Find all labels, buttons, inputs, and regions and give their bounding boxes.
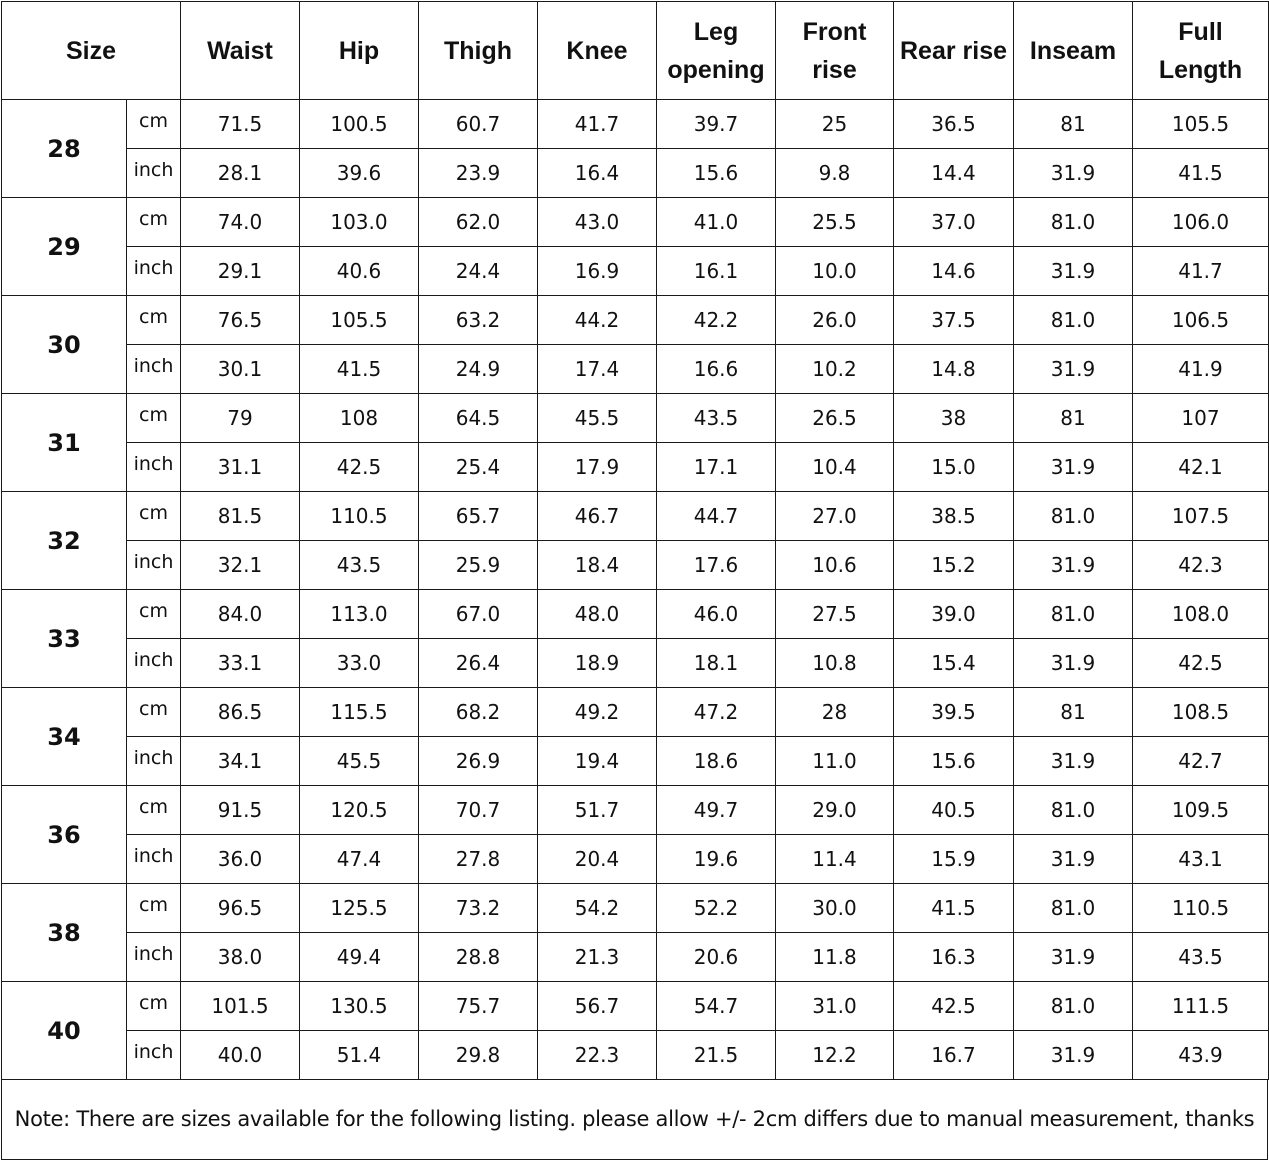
measurement-cell: 20.6 (657, 933, 776, 982)
measurement-cell: 42.3 (1133, 541, 1269, 590)
measurement-cell: 64.5 (419, 394, 538, 443)
measurement-cell: 10.8 (776, 639, 894, 688)
measurement-cell: 28 (776, 688, 894, 737)
unit-label-inch: inch (127, 149, 181, 198)
measurement-cell: 41.5 (300, 345, 419, 394)
measurement-cell: 81.0 (1014, 884, 1133, 933)
measurement-cell: 19.6 (657, 835, 776, 884)
measurement-cell: 49.2 (538, 688, 657, 737)
header-thigh: Thigh (419, 2, 538, 100)
measurement-cell: 39.0 (894, 590, 1014, 639)
header-front-rise: Front rise (776, 2, 894, 100)
measurement-cell: 48.0 (538, 590, 657, 639)
measurement-cell: 109.5 (1133, 786, 1269, 835)
header-inseam: Inseam (1014, 2, 1133, 100)
measurement-cell: 31.9 (1014, 443, 1133, 492)
measurement-cell: 47.4 (300, 835, 419, 884)
measurement-cell: 12.2 (776, 1031, 894, 1080)
table-row (2, 247, 1269, 296)
measurement-cell: 11.8 (776, 933, 894, 982)
size-label: 28 (2, 100, 127, 198)
measurement-cell: 44.7 (657, 492, 776, 541)
measurement-cell: 115.5 (300, 688, 419, 737)
unit-label-inch: inch (127, 345, 181, 394)
measurement-cell: 113.0 (300, 590, 419, 639)
size-label: 34 (2, 688, 127, 786)
measurement-cell: 45.5 (300, 737, 419, 786)
measurement-cell: 31.9 (1014, 737, 1133, 786)
measurement-cell: 71.5 (181, 100, 300, 149)
measurement-cell: 70.7 (419, 786, 538, 835)
unit-label-inch: inch (127, 639, 181, 688)
measurement-cell: 17.1 (657, 443, 776, 492)
measurement-cell: 43.9 (1133, 1031, 1269, 1080)
measurement-cell: 101.5 (181, 982, 300, 1031)
measurement-cell: 43.5 (1133, 933, 1269, 982)
measurement-cell: 41.5 (1133, 149, 1269, 198)
measurement-cell: 41.5 (894, 884, 1014, 933)
measurement-cell: 27.0 (776, 492, 894, 541)
measurement-cell: 36.5 (894, 100, 1014, 149)
unit-label-cm: cm (127, 492, 181, 541)
measurement-cell: 47.2 (657, 688, 776, 737)
table-row (2, 296, 1269, 345)
measurement-cell: 108.0 (1133, 590, 1269, 639)
size-label: 32 (2, 492, 127, 590)
unit-label-inch: inch (127, 247, 181, 296)
measurement-cell: 29.1 (181, 247, 300, 296)
table-row (2, 1031, 1269, 1080)
measurement-cell: 9.8 (776, 149, 894, 198)
measurement-cell: 25.5 (776, 198, 894, 247)
measurement-cell: 41.9 (1133, 345, 1269, 394)
unit-label-cm: cm (127, 884, 181, 933)
measurement-cell: 125.5 (300, 884, 419, 933)
unit-label-cm: cm (127, 590, 181, 639)
table-row (2, 492, 1269, 541)
table-row (2, 639, 1269, 688)
measurement-cell: 81.0 (1014, 198, 1133, 247)
measurement-cell: 100.5 (300, 100, 419, 149)
measurement-cell: 31.9 (1014, 345, 1133, 394)
measurement-cell: 63.2 (419, 296, 538, 345)
measurement-cell: 49.4 (300, 933, 419, 982)
measurement-cell: 18.4 (538, 541, 657, 590)
measurement-cell: 46.0 (657, 590, 776, 639)
measurement-cell: 10.4 (776, 443, 894, 492)
measurement-cell: 76.5 (181, 296, 300, 345)
measurement-cell: 67.0 (419, 590, 538, 639)
table-row (2, 982, 1269, 1031)
measurement-cell: 24.9 (419, 345, 538, 394)
unit-label-inch: inch (127, 933, 181, 982)
unit-label-cm: cm (127, 786, 181, 835)
measurement-cell: 81 (1014, 394, 1133, 443)
measurement-cell: 11.0 (776, 737, 894, 786)
table-row (2, 737, 1269, 786)
measurement-cell: 10.0 (776, 247, 894, 296)
measurement-cell: 74.0 (181, 198, 300, 247)
table-row (2, 100, 1269, 149)
measurement-cell: 33.1 (181, 639, 300, 688)
header-leg-opening: Leg opening (657, 2, 776, 100)
measurement-cell: 56.7 (538, 982, 657, 1031)
measurement-cell: 51.7 (538, 786, 657, 835)
measurement-cell: 110.5 (1133, 884, 1269, 933)
measurement-cell: 120.5 (300, 786, 419, 835)
measurement-cell: 111.5 (1133, 982, 1269, 1031)
measurement-cell: 16.4 (538, 149, 657, 198)
measurement-cell: 130.5 (300, 982, 419, 1031)
measurement-cell: 108.5 (1133, 688, 1269, 737)
measurement-cell: 40.5 (894, 786, 1014, 835)
measurement-cell: 26.4 (419, 639, 538, 688)
measurement-cell: 16.6 (657, 345, 776, 394)
measurement-cell: 81.0 (1014, 492, 1133, 541)
table-row (2, 933, 1269, 982)
measurement-cell: 106.5 (1133, 296, 1269, 345)
measurement-cell: 18.6 (657, 737, 776, 786)
measurement-cell: 31.9 (1014, 149, 1133, 198)
measurement-cell: 81.0 (1014, 982, 1133, 1031)
measurement-cell: 20.4 (538, 835, 657, 884)
measurement-cell: 84.0 (181, 590, 300, 639)
measurement-cell: 17.9 (538, 443, 657, 492)
measurement-cell: 38.0 (181, 933, 300, 982)
measurement-cell: 81.5 (181, 492, 300, 541)
measurement-cell: 16.1 (657, 247, 776, 296)
unit-label-inch: inch (127, 835, 181, 884)
measurement-cell: 43.1 (1133, 835, 1269, 884)
measurement-cell: 33.0 (300, 639, 419, 688)
measurement-cell: 26.9 (419, 737, 538, 786)
measurement-cell: 39.6 (300, 149, 419, 198)
measurement-cell: 18.9 (538, 639, 657, 688)
measurement-cell: 29.0 (776, 786, 894, 835)
measurement-cell: 54.2 (538, 884, 657, 933)
unit-label-cm: cm (127, 296, 181, 345)
measurement-cell: 39.7 (657, 100, 776, 149)
measurement-cell: 31.9 (1014, 639, 1133, 688)
table-row (2, 198, 1269, 247)
measurement-cell: 43.0 (538, 198, 657, 247)
measurement-cell: 15.4 (894, 639, 1014, 688)
measurement-note: Note: There are sizes available for the following listing. please allow +/- 2cm differs due to manual measurement, thanks (1, 1079, 1268, 1160)
measurement-cell: 62.0 (419, 198, 538, 247)
measurement-cell: 16.3 (894, 933, 1014, 982)
header-full-length: Full Length (1133, 2, 1269, 100)
measurement-cell: 31.0 (776, 982, 894, 1031)
measurement-cell: 21.3 (538, 933, 657, 982)
measurement-cell: 25.4 (419, 443, 538, 492)
size-label: 29 (2, 198, 127, 296)
measurement-cell: 37.0 (894, 198, 1014, 247)
measurement-cell: 38.5 (894, 492, 1014, 541)
table-row (2, 541, 1269, 590)
measurement-cell: 28.1 (181, 149, 300, 198)
size-label: 31 (2, 394, 127, 492)
header-row (2, 2, 1269, 100)
measurement-cell: 15.6 (894, 737, 1014, 786)
measurement-cell: 10.2 (776, 345, 894, 394)
measurement-cell: 107 (1133, 394, 1269, 443)
measurement-cell: 31.9 (1014, 835, 1133, 884)
measurement-cell: 39.5 (894, 688, 1014, 737)
measurement-cell: 36.0 (181, 835, 300, 884)
measurement-cell: 96.5 (181, 884, 300, 933)
measurement-cell: 24.4 (419, 247, 538, 296)
measurement-cell: 31.9 (1014, 541, 1133, 590)
measurement-cell: 73.2 (419, 884, 538, 933)
table-row (2, 786, 1269, 835)
measurement-cell: 42.1 (1133, 443, 1269, 492)
size-label: 36 (2, 786, 127, 884)
unit-label-inch: inch (127, 541, 181, 590)
measurement-cell: 54.7 (657, 982, 776, 1031)
unit-label-cm: cm (127, 982, 181, 1031)
measurement-cell: 19.4 (538, 737, 657, 786)
table-row (2, 443, 1269, 492)
unit-label-cm: cm (127, 688, 181, 737)
measurement-cell: 25.9 (419, 541, 538, 590)
measurement-cell: 79 (181, 394, 300, 443)
measurement-cell: 16.9 (538, 247, 657, 296)
table-row (2, 394, 1269, 443)
measurement-cell: 38 (894, 394, 1014, 443)
size-chart-table (1, 1, 1269, 1080)
measurement-cell: 34.1 (181, 737, 300, 786)
header-rear-rise: Rear rise (894, 2, 1014, 100)
table-row (2, 688, 1269, 737)
measurement-cell: 42.5 (300, 443, 419, 492)
measurement-cell: 41.7 (538, 100, 657, 149)
measurement-cell: 110.5 (300, 492, 419, 541)
measurement-cell: 108 (300, 394, 419, 443)
measurement-cell: 18.1 (657, 639, 776, 688)
header-knee: Knee (538, 2, 657, 100)
measurement-cell: 15.9 (894, 835, 1014, 884)
unit-label-cm: cm (127, 394, 181, 443)
measurement-cell: 32.1 (181, 541, 300, 590)
unit-label-cm: cm (127, 198, 181, 247)
measurement-cell: 42.2 (657, 296, 776, 345)
measurement-cell: 105.5 (1133, 100, 1269, 149)
measurement-cell: 10.6 (776, 541, 894, 590)
header-waist: Waist (181, 2, 300, 100)
measurement-cell: 41.0 (657, 198, 776, 247)
measurement-cell: 31.9 (1014, 933, 1133, 982)
measurement-cell: 81.0 (1014, 786, 1133, 835)
measurement-cell: 26.0 (776, 296, 894, 345)
measurement-cell: 16.7 (894, 1031, 1014, 1080)
measurement-cell: 42.7 (1133, 737, 1269, 786)
size-label: 33 (2, 590, 127, 688)
measurement-cell: 91.5 (181, 786, 300, 835)
table-row (2, 590, 1269, 639)
table-row (2, 884, 1269, 933)
measurement-cell: 68.2 (419, 688, 538, 737)
unit-label-cm: cm (127, 100, 181, 149)
measurement-cell: 23.9 (419, 149, 538, 198)
measurement-cell: 81 (1014, 100, 1133, 149)
measurement-cell: 41.7 (1133, 247, 1269, 296)
measurement-cell: 49.7 (657, 786, 776, 835)
measurement-cell: 43.5 (300, 541, 419, 590)
table-row (2, 345, 1269, 394)
measurement-cell: 29.8 (419, 1031, 538, 1080)
unit-label-inch: inch (127, 443, 181, 492)
measurement-cell: 65.7 (419, 492, 538, 541)
header-hip: Hip (300, 2, 419, 100)
measurement-cell: 86.5 (181, 688, 300, 737)
size-chart-body (2, 100, 1269, 1080)
measurement-cell: 27.5 (776, 590, 894, 639)
unit-label-inch: inch (127, 1031, 181, 1080)
measurement-cell: 21.5 (657, 1031, 776, 1080)
measurement-cell: 43.5 (657, 394, 776, 443)
measurement-cell: 40.6 (300, 247, 419, 296)
measurement-cell: 60.7 (419, 100, 538, 149)
measurement-cell: 31.9 (1014, 247, 1133, 296)
measurement-cell: 42.5 (1133, 639, 1269, 688)
measurement-cell: 31.9 (1014, 1031, 1133, 1080)
table-row (2, 149, 1269, 198)
measurement-cell: 22.3 (538, 1031, 657, 1080)
measurement-cell: 46.7 (538, 492, 657, 541)
measurement-cell: 14.6 (894, 247, 1014, 296)
measurement-cell: 81.0 (1014, 296, 1133, 345)
measurement-cell: 75.7 (419, 982, 538, 1031)
size-label: 30 (2, 296, 127, 394)
measurement-cell: 52.2 (657, 884, 776, 933)
measurement-cell: 30.1 (181, 345, 300, 394)
measurement-cell: 51.4 (300, 1031, 419, 1080)
table-row (2, 835, 1269, 884)
measurement-cell: 103.0 (300, 198, 419, 247)
measurement-cell: 31.1 (181, 443, 300, 492)
measurement-cell: 37.5 (894, 296, 1014, 345)
measurement-cell: 44.2 (538, 296, 657, 345)
measurement-cell: 105.5 (300, 296, 419, 345)
measurement-cell: 15.6 (657, 149, 776, 198)
measurement-cell: 11.4 (776, 835, 894, 884)
measurement-cell: 15.0 (894, 443, 1014, 492)
unit-label-inch: inch (127, 737, 181, 786)
measurement-cell: 81.0 (1014, 590, 1133, 639)
measurement-cell: 106.0 (1133, 198, 1269, 247)
measurement-cell: 14.8 (894, 345, 1014, 394)
measurement-cell: 40.0 (181, 1031, 300, 1080)
measurement-cell: 30.0 (776, 884, 894, 933)
measurement-cell: 45.5 (538, 394, 657, 443)
header-size: Size (2, 2, 181, 100)
measurement-cell: 28.8 (419, 933, 538, 982)
size-label: 38 (2, 884, 127, 982)
measurement-cell: 81 (1014, 688, 1133, 737)
measurement-cell: 25 (776, 100, 894, 149)
measurement-cell: 15.2 (894, 541, 1014, 590)
measurement-cell: 107.5 (1133, 492, 1269, 541)
measurement-cell: 17.4 (538, 345, 657, 394)
measurement-cell: 14.4 (894, 149, 1014, 198)
measurement-cell: 27.8 (419, 835, 538, 884)
measurement-cell: 26.5 (776, 394, 894, 443)
measurement-cell: 42.5 (894, 982, 1014, 1031)
size-label: 40 (2, 982, 127, 1080)
measurement-cell: 17.6 (657, 541, 776, 590)
